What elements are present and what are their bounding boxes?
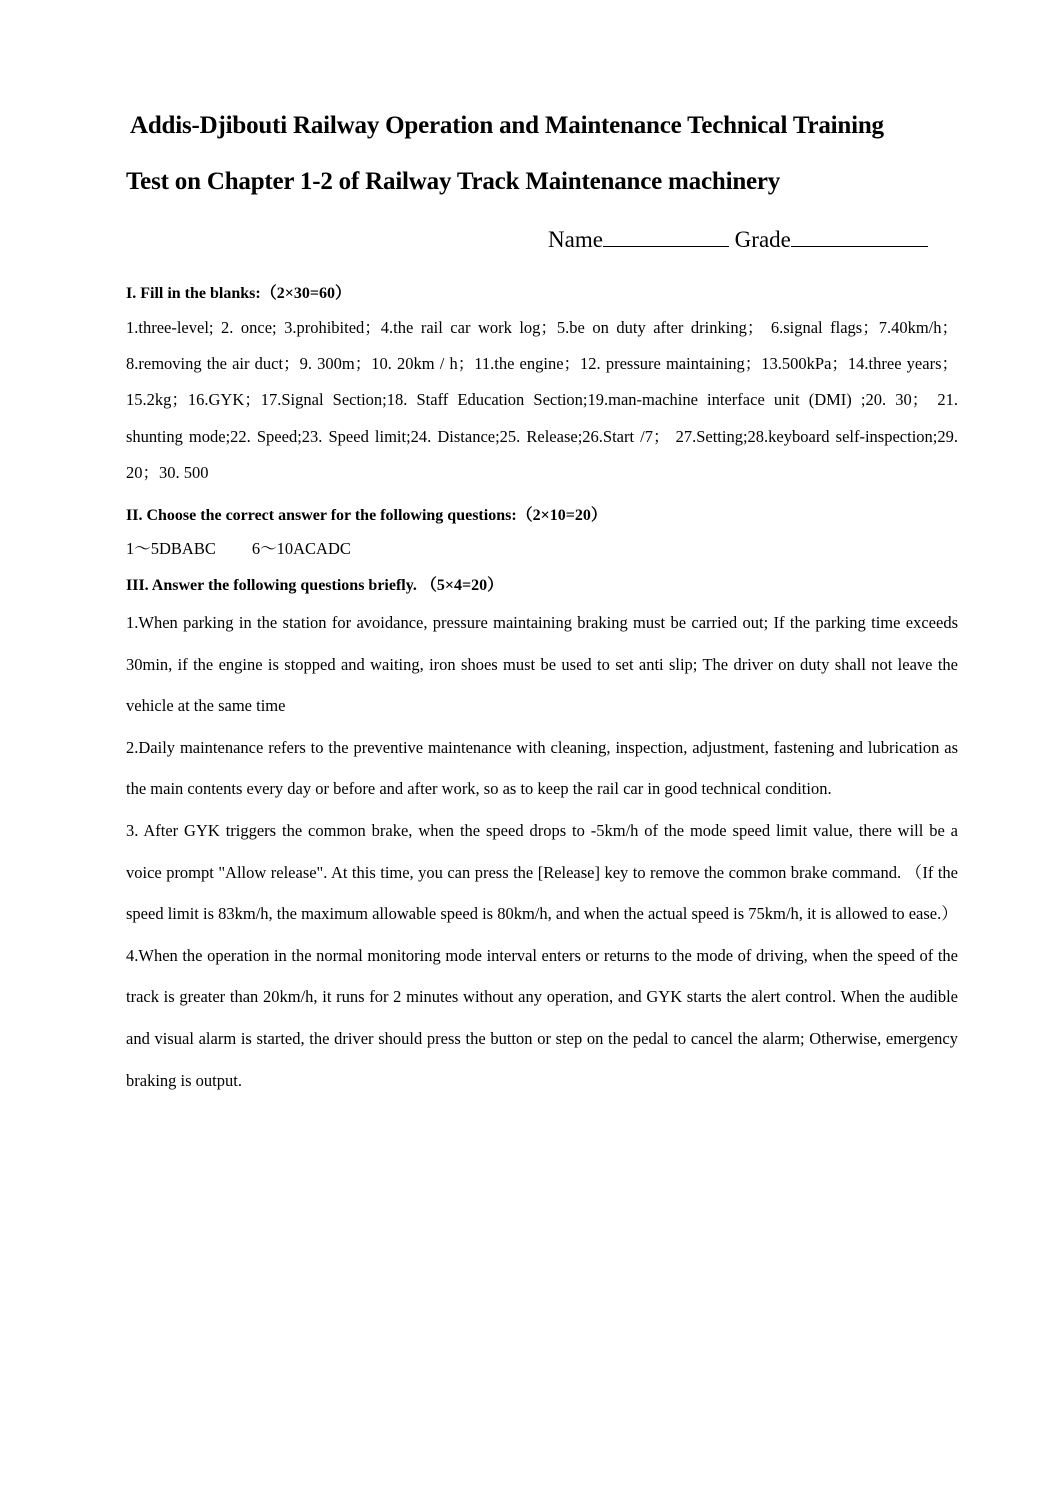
answers-6-10: 6～10ACADC (251, 539, 351, 558)
section1-answers: 1.three-level; 2. once; 3.prohibited；4.the rail car work log；5.be on duty after drinking； 6.signal flags；7.40km/h；8.removing the air duct；9. 300m；10. 20km / h；11.the engine；12. pressure maintaining；13.500kPa；14.three years；15.2kg；16.GYK；17.Signal Section;18. Staff Education Section;19.man-machine interface unit (DMI) ;20. 30； 21. shunting mode;22. Speed;23. Speed limit;24. Distance;25. Release;26.Start /7； 27.Setting;28.keyboard self-inspection;29. 20；30. 500 (126, 318, 958, 482)
section3-heading: III. Answer the following questions briefly. （5×4=20） (126, 577, 504, 594)
document-subtitle: Test on Chapter 1-2 of Railway Track Maintenance machinery (126, 168, 781, 195)
answer-paragraph-2: 2.Daily maintenance refers to the preventive maintenance with cleaning, inspection, adjustment, fastening and lubrication as the main contents every day or before and after work, so as to keep the rail car in good technical condition. (126, 737, 958, 799)
section1-heading: I. Fill in the blanks:（2×30=60） (126, 285, 351, 302)
answer-paragraph-4: 4.When the operation in the normal monitoring mode interval enters or returns to the mode of driving, when the speed of the track is greater than 20km/h, it runs for 2 minutes without any operation, and GYK starts the alert control. When the audible and visual alarm is started, the driver should press the button or step on the pedal to cancel the alarm; Otherwise, emergency braking is output. (126, 945, 958, 1090)
answer-paragraph-3: 3. After GYK triggers the common brake, when the speed drops to -5km/h of the mode speed limit value, there will be a voice prompt "Allow release". At this time, you can press the [Release] key to remove the common brake command. （If the speed limit is 83km/h, the maximum allowable speed is 80km/h, and when the actual speed is 75km/h, it is allowed to ease.） (126, 820, 958, 924)
section2-heading: II. Choose the correct answer for the following questions:（2×10=20） (126, 507, 607, 524)
answers-1-5: 1～5DBABC (126, 539, 216, 558)
grade-label: Grade (734, 227, 791, 252)
name-blank (603, 224, 729, 247)
section2-answers (126, 535, 351, 559)
name-label: Name (548, 227, 603, 252)
grade-blank (791, 224, 928, 247)
answer-paragraph-1: 1.When parking in the station for avoidance, pressure maintaining braking must be carried out; If the parking time exceeds 30min, if the engine is stopped and waiting, iron shoes must be used to set anti slip; The driver on duty shall not leave the vehicle at the same time (126, 613, 958, 716)
name-grade-line (548, 224, 928, 253)
document-title: Addis-Djibouti Railway Operation and Maintenance Technical Training (130, 112, 884, 139)
section3-answers (126, 602, 958, 1101)
